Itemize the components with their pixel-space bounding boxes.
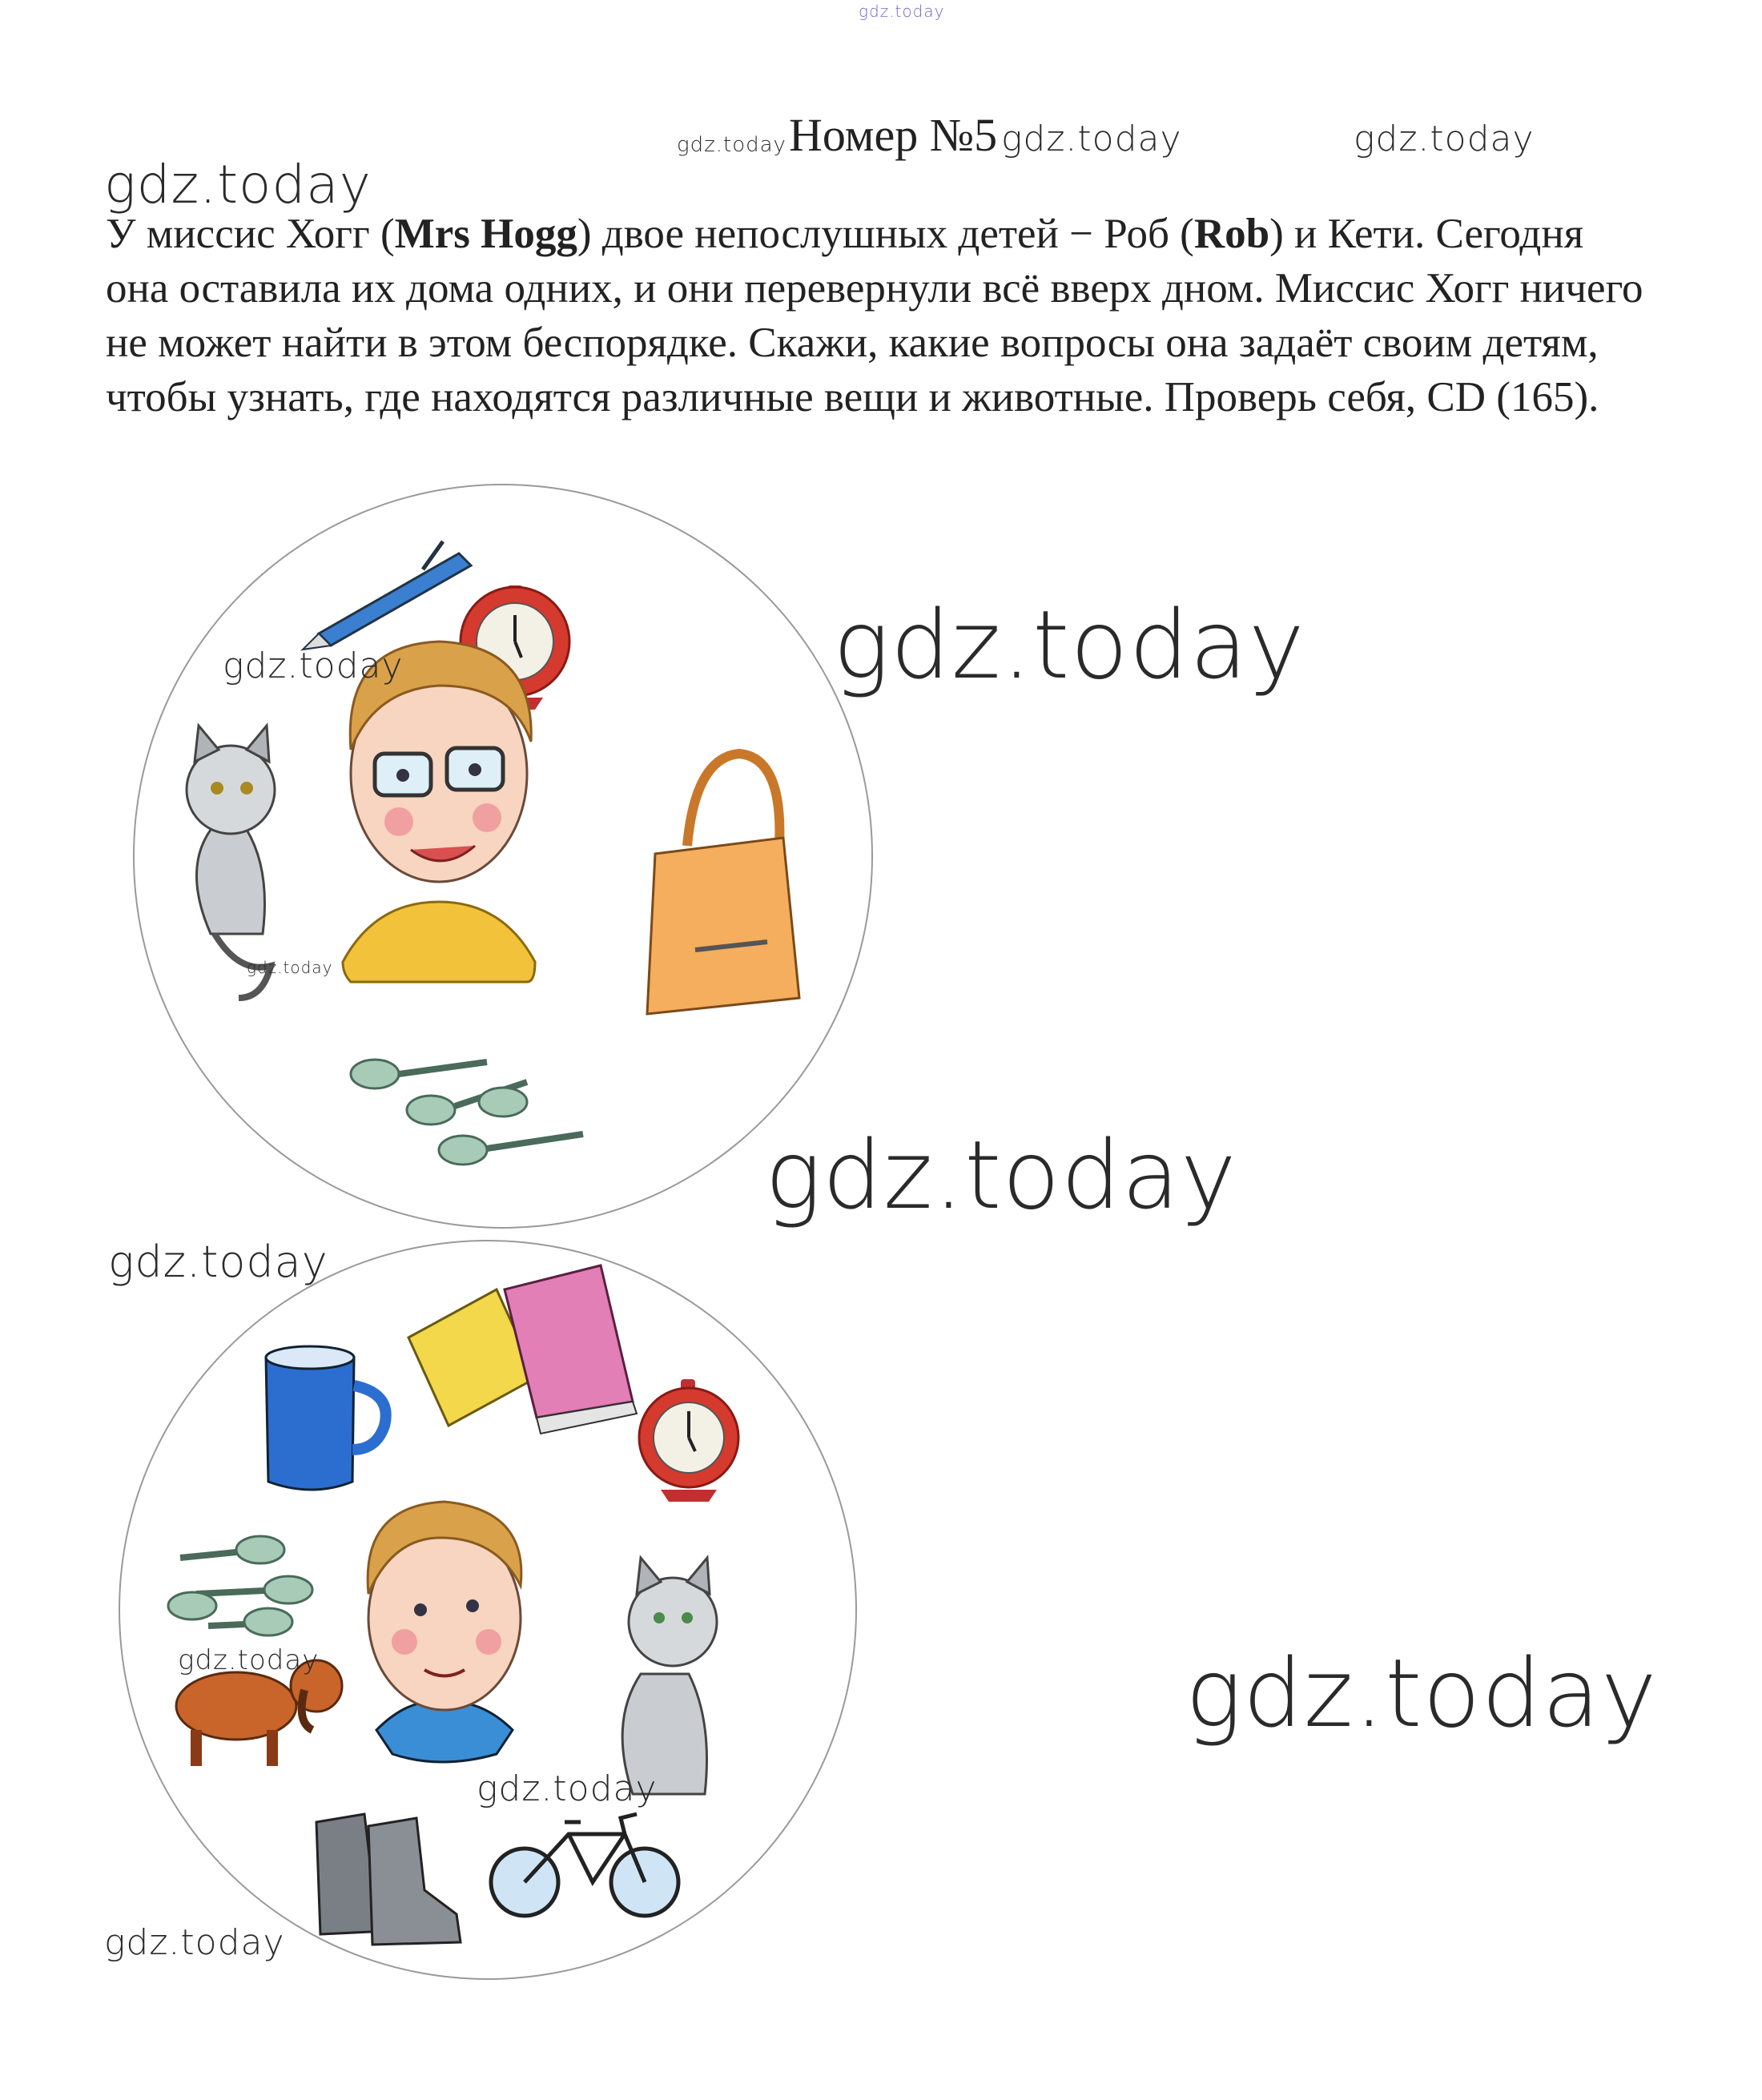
watermark: gdz.today: [1001, 119, 1182, 159]
cat-icon: [622, 1558, 717, 1794]
watermark: gdz.today: [765, 1120, 1237, 1230]
text-part: У миссис Хогг (: [106, 211, 395, 257]
watermark: gdz.today: [1185, 1638, 1658, 1748]
picture-circle-top: [133, 484, 873, 1229]
mug-icon: [266, 1346, 386, 1490]
bicycle-icon: [491, 1814, 678, 1916]
bold-name: Mrs Hogg: [394, 211, 577, 257]
alarm-clock-icon: [639, 1379, 738, 1502]
cat-icon: [187, 726, 275, 998]
spoons-icon: [351, 1060, 583, 1165]
watermark: gdz.today: [108, 1237, 328, 1287]
woman-face-icon: [343, 642, 535, 982]
text-part: ) и Кети. Сегодня она оставила их дома одних, и они перевернули всё вверх дном. Миссис Хогг ничего не может найти в этом беспорядке. Скажи, какие вопросы она задаёт своим детям, чтобы узнать, где находятся различные вещи и животные. Проверь себя, CD (165).: [106, 211, 1643, 420]
watermark: gdz.today: [104, 1922, 285, 1963]
picture-circle-bottom: [119, 1240, 857, 1980]
text-part: ) двое непослушных детей − Роб (: [577, 211, 1194, 257]
watermark: gdz.today: [1354, 119, 1535, 159]
watermark-top-small: gdz.today: [859, 2, 945, 21]
pen-icon: [303, 541, 471, 650]
bold-name: Rob: [1193, 211, 1270, 257]
watermark: gdz.today: [178, 1644, 320, 1676]
illustration-top: [135, 485, 871, 1227]
boy-face-icon: [368, 1502, 521, 1762]
watermark: gdz.today: [247, 958, 333, 977]
spoons-icon: [168, 1536, 312, 1635]
watermark: gdz.today: [477, 1768, 658, 1809]
books-icon: [408, 1265, 637, 1434]
watermark: gdz.today: [104, 154, 372, 215]
handbag-icon: [647, 754, 799, 1014]
watermark: gdz.today: [223, 646, 404, 686]
page-title: Номер №5: [789, 109, 998, 161]
watermark: gdz.today: [677, 133, 786, 157]
watermark: gdz.today: [833, 589, 1305, 700]
illustration-bottom: [120, 1241, 855, 1978]
boots-icon: [316, 1814, 461, 1945]
exercise-text: [106, 207, 1643, 424]
